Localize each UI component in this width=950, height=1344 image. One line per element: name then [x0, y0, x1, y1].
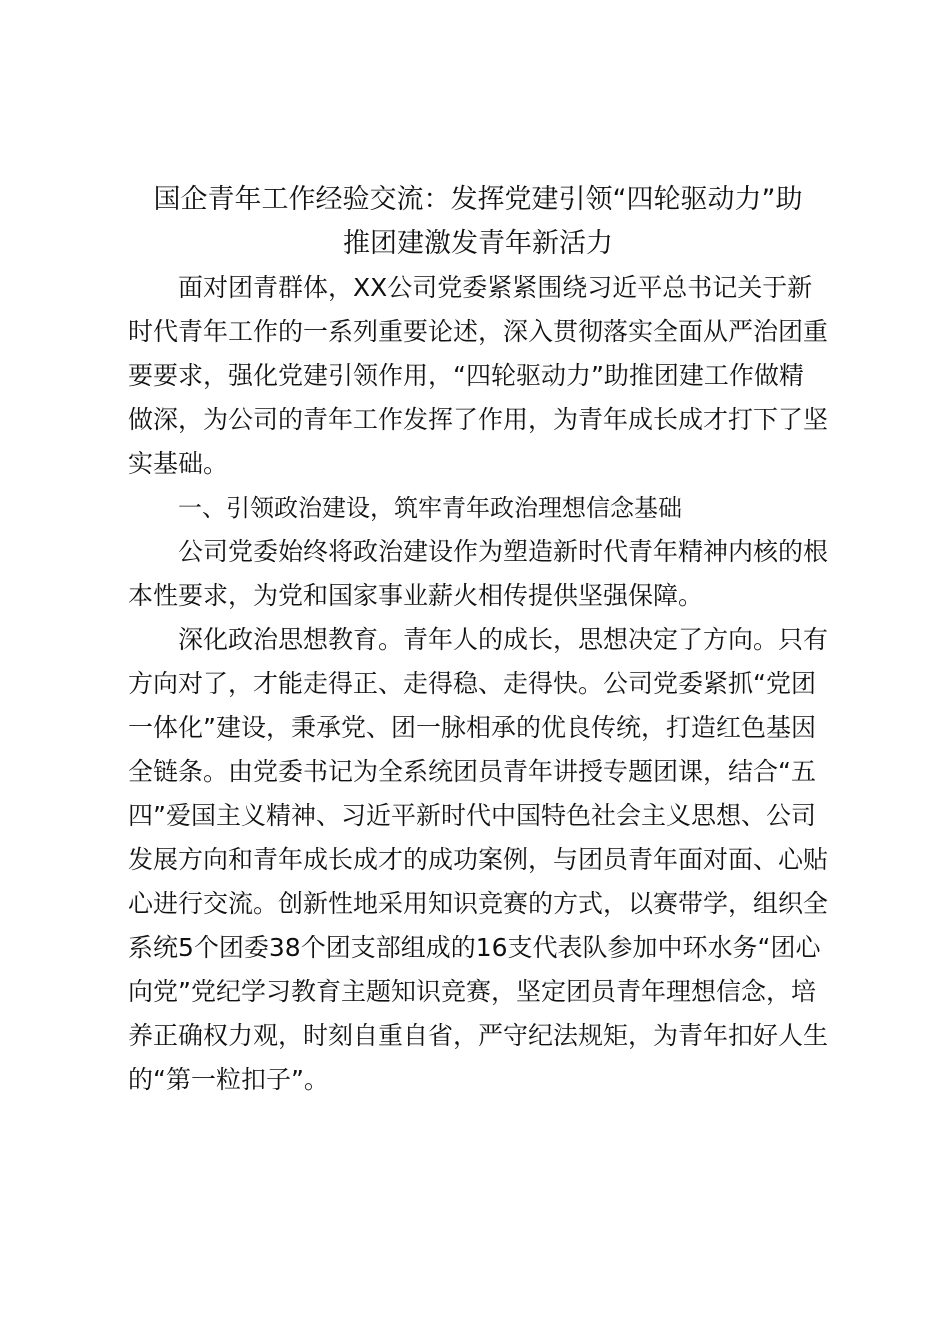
intro-paragraph: 面对团青群体，XX公司党委紧紧围绕习近平总书记关于新时代青年工作的一系列重要论述，深入贯彻落实全面从严治团重要要求，强化党建引领作用，“四轮驱动力”助推团建工作做精做深，为公司的青年工作发挥了作用，为青年成长成才打下了坚实基础。: [128, 273, 829, 478]
section-heading-1: 一、引领政治建设，筑牢青年政治理想信念基础: [178, 494, 682, 522]
section-1-paragraph-1: 公司党委始终将政治建设作为塑造新时代青年精神内核的根本性要求，为党和国家事业薪火相传提供坚强保障。: [128, 537, 829, 610]
section-1-paragraph-2: 深化政治思想教育。青年人的成长，思想决定了方向。只有方向对了，才能走得正、走得稳、走得快。公司党委紧抓“党团一体化”建设，秉承党、团一脉相承的优良传统，打造红色基因全链条。由党委书记为全系统团员青年讲授专题团课，结合“五四”爱国主义精神、习近平新时代中国特色社会主义思想、公司发展方向和青年成长成才的成功案例，与团员青年面对面、心贴心进行交流。创新性地采用知识竞赛的方式，以赛带学，组织全系统5个团委38个团支部组成的16支代表队参加中环水务“团心向党”党纪学习教育主题知识竞赛，坚定团员青年理想信念，培养正确权力观，时刻自重自省，严守纪法规矩，为青年扣好人生的“第一粒扣子”。: [128, 625, 829, 1094]
document-body: [128, 178, 828, 1102]
title-line-2: 推团建激发青年新活力: [343, 228, 613, 259]
title-line-1: 国企青年工作经验交流：发挥党建引领“四轮驱动力”助: [153, 184, 803, 215]
document-title: [128, 178, 828, 266]
